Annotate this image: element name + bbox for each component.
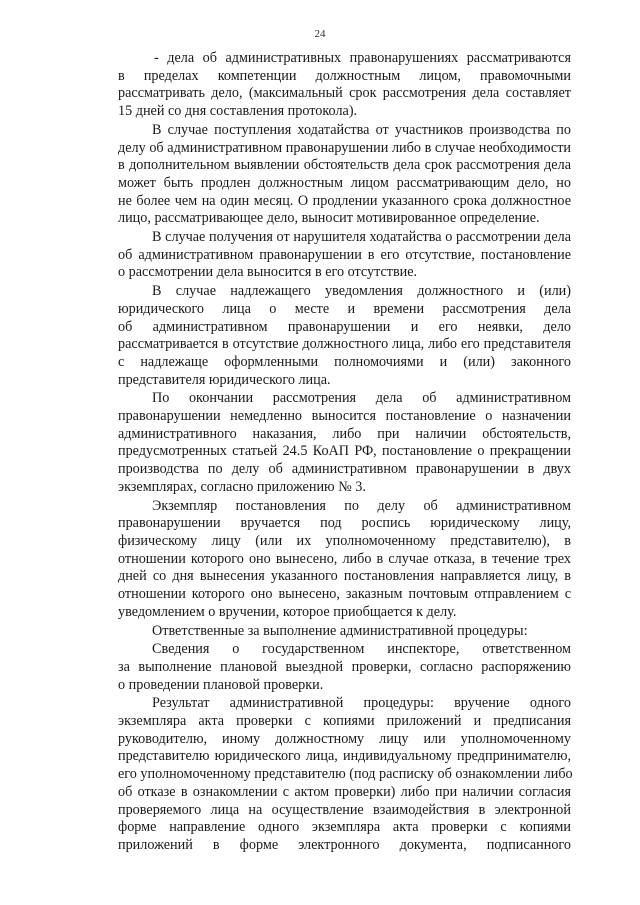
text-line: В случае надлежащего уведомления должностного и (или)	[152, 283, 571, 300]
text-line: об административном правонарушении в его отсутствие, постановление	[118, 246, 571, 263]
text-line: административного наказания, либо при наличии обстоятельств,	[118, 425, 571, 442]
text-line: правонарушении немедленно выносится постановление о назначении	[118, 408, 571, 425]
text-line: рассматривать дело, (максимальный срок рассмотрения дела составляет	[118, 85, 571, 102]
text-line: производства по делу об административном правонарушении в двух	[118, 461, 571, 478]
text-line: отношении которого оно вынесено, либо в случае отказа, в течение трех	[118, 550, 571, 567]
text-line: правонарушении вручается под роспись юридическому лицу,	[118, 515, 571, 532]
text-line: с надлежаще оформленными полномочиями и (или) законного	[118, 353, 571, 370]
text-line: По окончании рассмотрения дела об административном	[152, 390, 571, 407]
text-line: руководителю, иному должностному лицу или уполномоченному	[118, 730, 571, 747]
text-line: о рассмотрении дела выносится в его отсутствие.	[118, 264, 418, 281]
text-line: в пределах компетенции должностным лицом, правомочными	[118, 67, 571, 84]
text-line: предусмотренных статьей 24.5 КоАП РФ, постановление о прекращении	[118, 443, 571, 460]
text-line: о проведении плановой проверки.	[118, 676, 324, 693]
text-line: об отказе в ознакомлении с актом проверки) либо при наличии согласия	[118, 783, 571, 800]
text-line: представителю юридического лица, индивидуальному предпринимателю,	[118, 748, 571, 765]
text-line: в дополнительном выявлении обстоятельств дела срок рассмотрения дела	[118, 157, 571, 174]
text-line: форме направление одного экземпляра акта проверки с копиями	[118, 819, 571, 836]
text-line: может быть продлен должностным лицом рассматривающим дело, но	[118, 174, 571, 191]
paragraph	[84, 623, 571, 641]
paragraph	[84, 498, 571, 622]
text-line: экземплярах, согласно приложению № 3.	[118, 478, 366, 495]
text-line: не более чем на один месяц. О продлении указанного срока должностное	[118, 192, 571, 209]
text-line: лицо, рассматривающее дело, выносит мотивированное определение.	[118, 210, 540, 227]
text-line: Сведения о государственном инспекторе, ответственном	[152, 641, 571, 658]
paragraph	[84, 390, 571, 496]
text-line: 15 дней со дня составления протокола).	[118, 103, 358, 120]
text-line: об административном правонарушении и его неявки, дело	[118, 318, 571, 335]
text-line: уведомлением о вручении, которое приобщается к делу.	[118, 603, 457, 620]
text-line: Экземпляр постановления по делу об административном	[152, 497, 571, 514]
text-line: проверяемого лица на осуществление взаимодействия в электронной	[118, 801, 571, 818]
text-line: делу об административном правонарушении либо в случае необходимости	[118, 139, 571, 156]
text-line: дней со дня вынесения указанного постановления направляется лицу, в	[118, 568, 571, 585]
paragraph	[84, 695, 571, 854]
text-line: - дела об административных правонарушениях рассматриваются	[154, 50, 571, 66]
text-line: представителя юридического лица.	[118, 371, 331, 388]
text-line: отношении которого оно вынесено, заказным почтовым отправлением с	[118, 586, 571, 603]
text-line: за выполнение плановой выездной проверки, согласно распоряжению	[118, 658, 571, 675]
page-number: 24	[314, 28, 326, 40]
text-line: юридического лица о месте и времени рассмотрения дела	[118, 300, 571, 317]
text-line: физическому лицу (или их уполномоченному представителю), в	[118, 532, 571, 549]
text-line: рассматривается в отсутствие должностного лица, либо его представителя	[118, 336, 571, 353]
text-line: его уполномоченному представителю (под расписку об ознакомлении либо	[118, 766, 573, 783]
text-line: Результат административной процедуры: вручение одного	[152, 695, 571, 712]
text-line: В случае получения от нарушителя ходатайства о рассмотрении дела	[152, 229, 571, 246]
paragraph	[84, 229, 571, 282]
text-line: Ответственные за выполнение административной процедуры:	[152, 622, 528, 639]
text-line: экземпляра акта проверки с копиями приложений и предписания	[118, 713, 571, 730]
paragraph	[84, 122, 571, 228]
paragraph	[84, 50, 571, 121]
text-line: В случае поступления ходатайства от участников производства по	[152, 121, 571, 138]
text-line: приложений в форме электронного документа, подписанного	[118, 836, 571, 853]
paragraph	[84, 641, 571, 694]
document-body	[84, 50, 571, 856]
paragraph	[84, 283, 571, 389]
